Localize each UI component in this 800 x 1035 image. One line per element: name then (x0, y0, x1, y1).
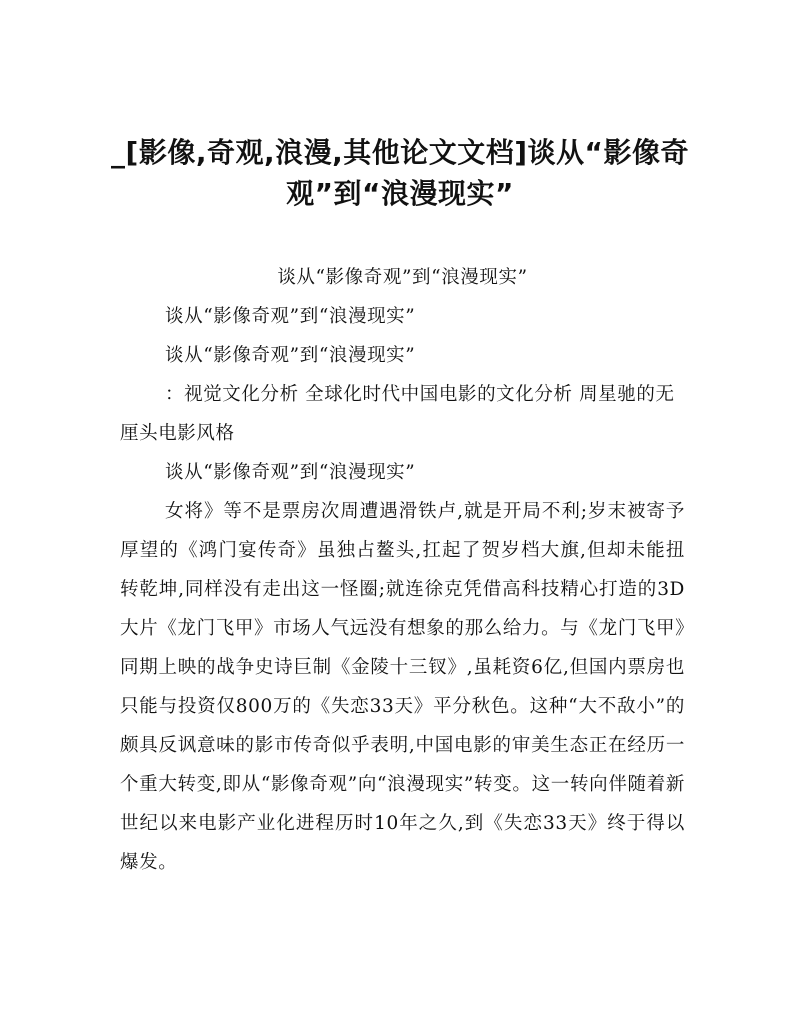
repeated-title-line-3: 谈从“影像奇观”到“浪漫现实” (165, 462, 416, 483)
document-subtitle: 谈从“影像奇观”到“浪漫现实” (277, 267, 528, 288)
body-paragraph: 女将》等不是票房次周遭遇滑铁卢,就是开局不利;岁末被寄予厚望的《鸿门宴传奇》虽独占鳌头,扛起了贺岁档大旗,但却未能扭转乾坤,同样没有走出这一怪圈;就连徐克凭借高科技精心打造的3D大片《龙门飞甲》市场人气远没有想象的那么给力。与《龙门飞甲》同期上映的战争史诗巨制《金陵十三钗》,虽耗资6亿,但国内票房也只能与投资仅800万的《失恋33天》平分秋色。这种“大不敌小”的颇具反讽意味的影市传奇似乎表明,中国电影的审美生态正在经历一个重大转变,即从“影像奇观”向“浪漫现实”转变。这一转向伴随着新世纪以来电影产业化进程历时10年之久,到《失恋33天》终于得以爆发。 (120, 501, 685, 873)
repeated-title-line-2: 谈从“影像奇观”到“浪漫现实” (165, 345, 416, 366)
document-title: _[影像,奇观,浪漫,其他论文文档]谈从“影像奇观”到“浪漫现实” (111, 136, 689, 210)
repeated-title-line-1: 谈从“影像奇观”到“浪漫现实” (165, 306, 416, 327)
keywords-paragraph: ：视觉文化分析 全球化时代中国电影的文化分析 周星驰的无厘头电影风格 (120, 384, 675, 444)
document-body (120, 258, 685, 882)
